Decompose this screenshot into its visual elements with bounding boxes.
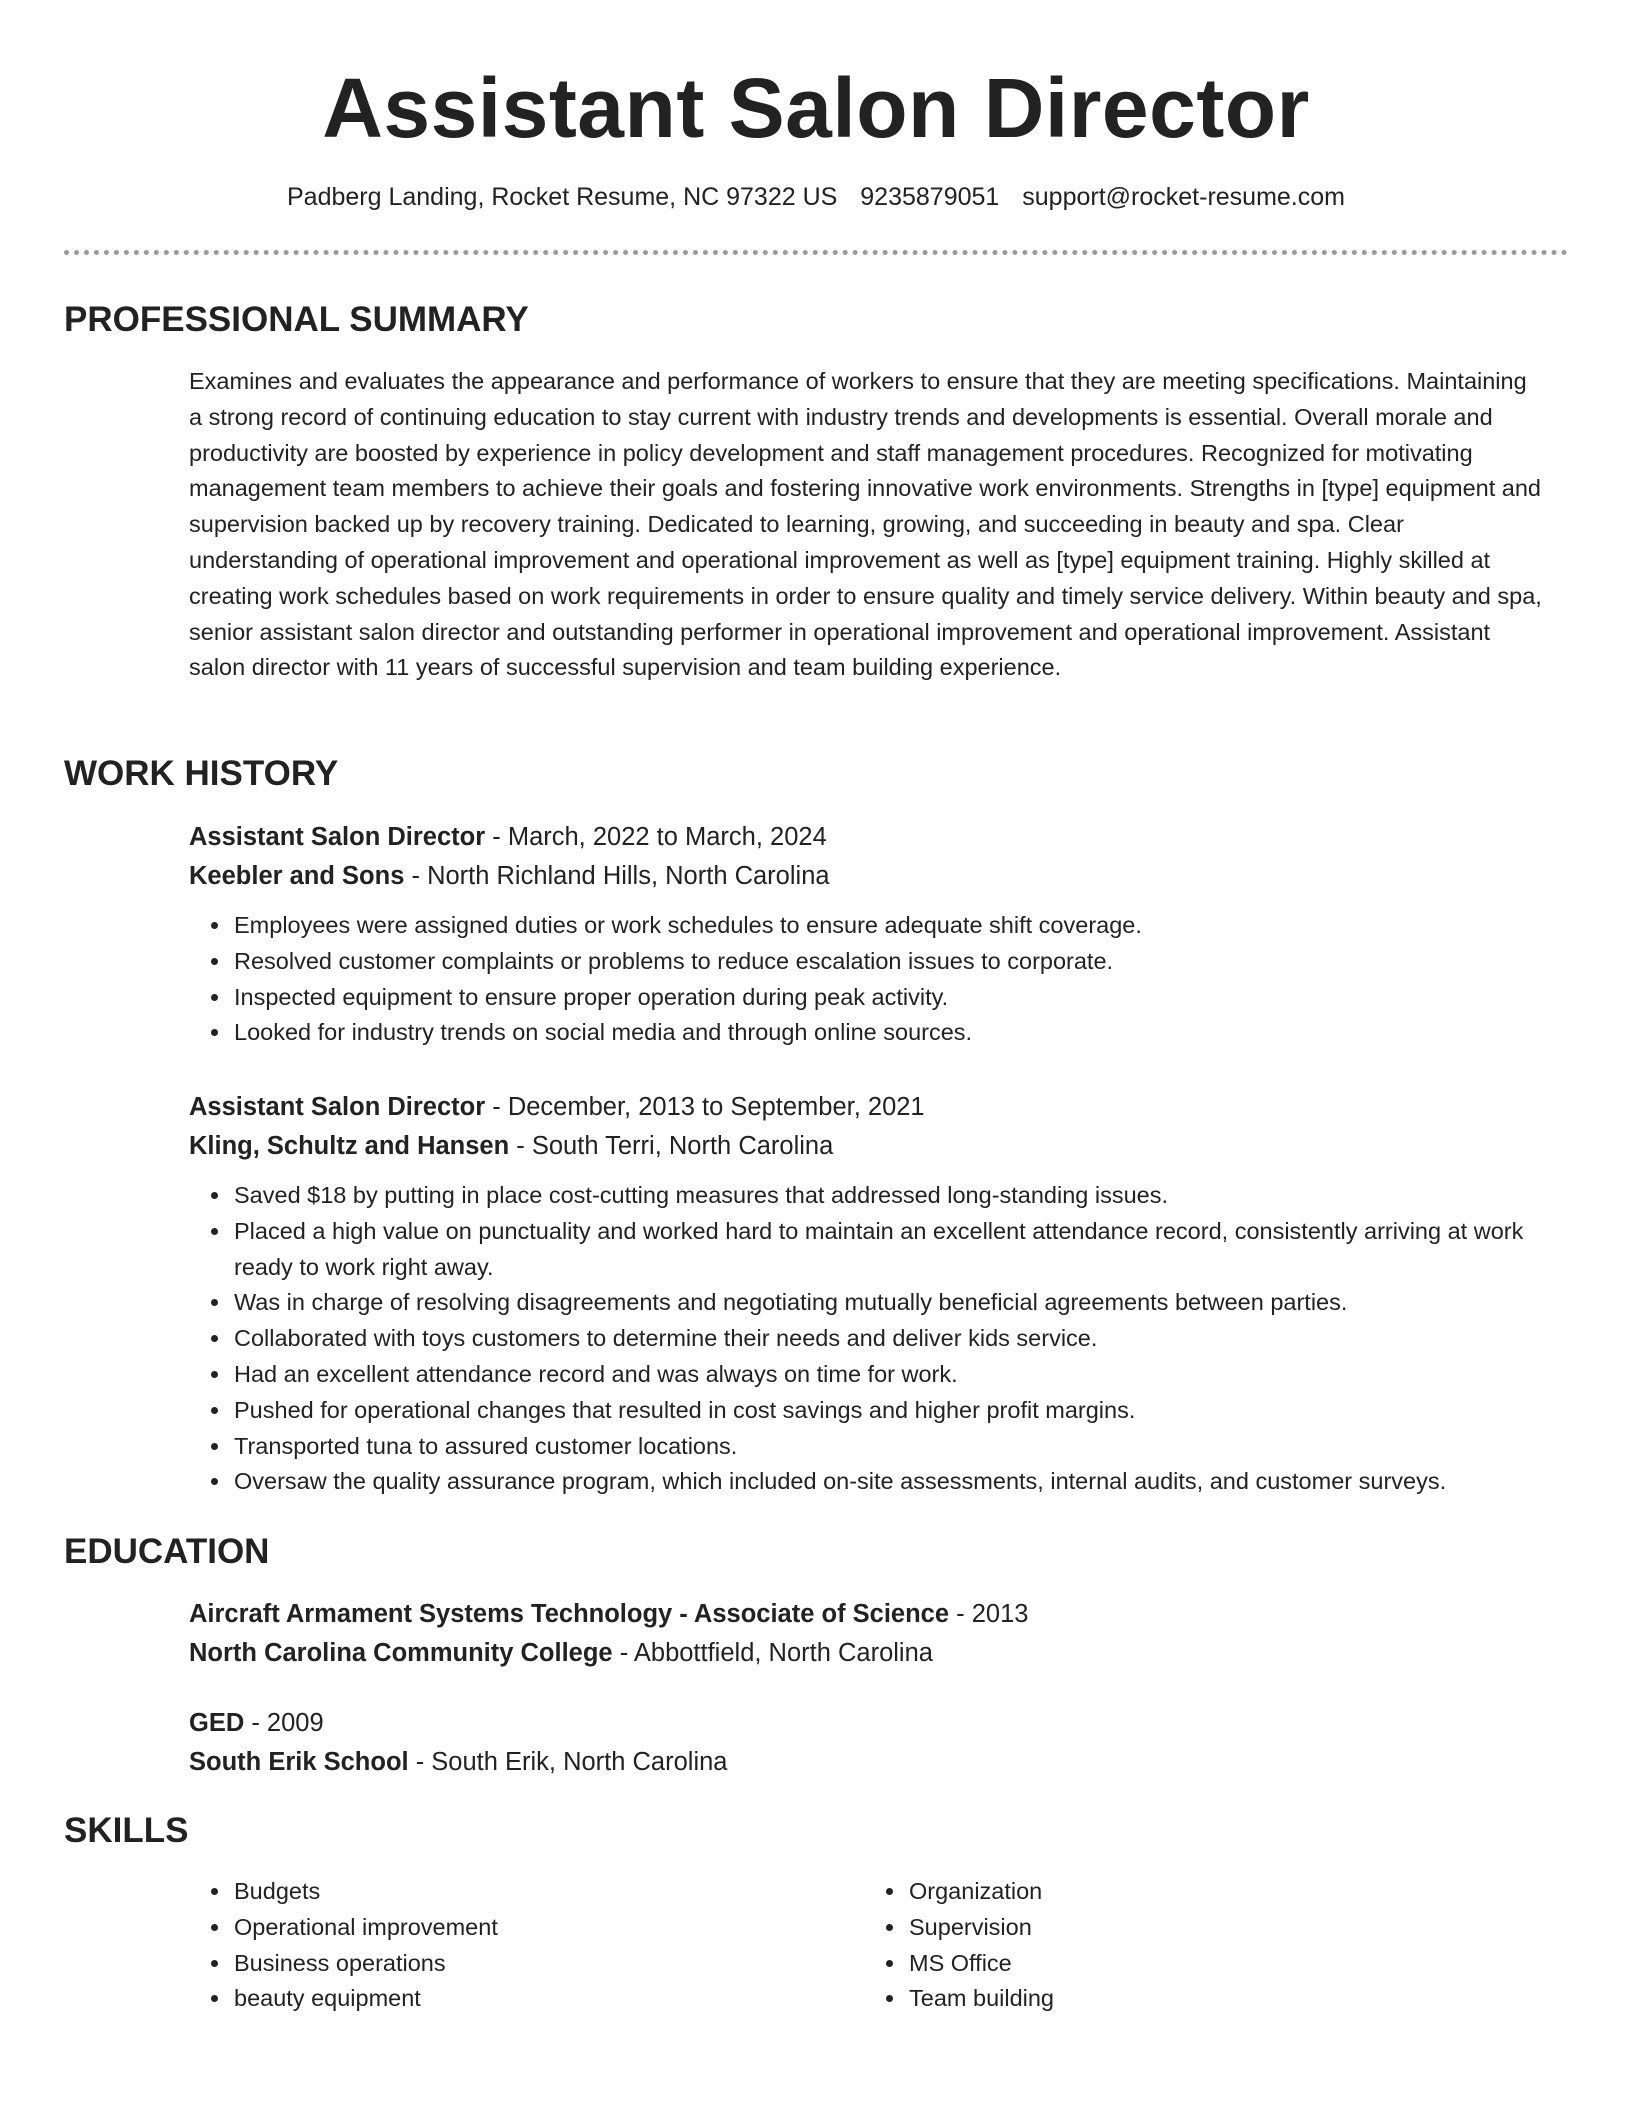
- header-divider: [64, 250, 1568, 255]
- list-item: • Collaborated with toys customers to determine their needs and deliver kids service.: [232, 1321, 1544, 1357]
- school-line: [189, 1743, 1544, 1782]
- skill-item: • Organization: [907, 1874, 1524, 1910]
- skills-right-column: [864, 1874, 1524, 2017]
- job-dates: - March, 2022 to March, 2024: [485, 823, 827, 851]
- school-location: - South Erik, North Carolina: [408, 1748, 728, 1776]
- job-entry: [189, 818, 1544, 1051]
- list-item: • Oversaw the quality assurance program, which included on-site assessments, internal audits, and customer surveys.: [232, 1464, 1544, 1500]
- school-line: [189, 1634, 1544, 1673]
- list-item: • Placed a high value on punctuality and worked hard to maintain an excellent attendance record, consistently arriving at work ready to work right away.: [232, 1214, 1544, 1286]
- skill-item: • Supervision: [907, 1910, 1524, 1946]
- job-location: - North Richland Hills, North Carolina: [404, 862, 830, 890]
- candidate-name: Assistant Salon Director: [322, 61, 1310, 155]
- degree-year: - 2009: [244, 1709, 324, 1737]
- skill-item: • Business operations: [232, 1946, 849, 1982]
- list-item: • Inspected equipment to ensure proper operation during peak activity.: [232, 980, 1544, 1016]
- job-company-line: [189, 1127, 1544, 1166]
- list-item: • Transported tuna to assured customer locations.: [232, 1429, 1544, 1465]
- degree-year: - 2013: [949, 1600, 1029, 1628]
- job-company-line: [189, 857, 1544, 896]
- contact-line: [0, 182, 1632, 212]
- education-entry: [189, 1704, 1544, 1782]
- skills-left-column: [189, 1874, 849, 2017]
- job-dates: - December, 2013 to September, 2021: [485, 1093, 925, 1121]
- job-role: Assistant Salon Director: [189, 823, 486, 851]
- job-company: Kling, Schultz and Hansen: [189, 1132, 510, 1160]
- school-location: - Abbottfield, North Carolina: [612, 1639, 933, 1667]
- work-history-heading: WORK HISTORY: [64, 754, 339, 793]
- education-entry: [189, 1595, 1544, 1673]
- education-heading: EDUCATION: [64, 1532, 270, 1571]
- list-item: • Employees were assigned duties or work schedules to ensure adequate shift coverage.: [232, 908, 1544, 944]
- summary-text: Examines and evaluates the appearance and performance of workers to ensure that they are meeting specifications. Maintaining a strong record of continuing education to stay current with industry trends and developments is essential. Overall morale and productivity are boosted by experience in policy development and staff management procedures. Recognized for motivating management team members to achieve their goals and fostering innovative work environments. Strengths in [type] equipment and supervision backed up by recovery training. Dedicated to learning, growing, and succeeding in beauty and spa. Clear understanding of operational improvement and operational improvement as well as [type] equipment training. Highly skilled at creating work schedules based on work requirements in order to ensure quality and timely service delivery. Within beauty and spa, senior assistant salon director and outstanding performer in operational improvement and operational improvement. Assistant salon director with 11 years of successful supervision and team building experience.: [189, 368, 1542, 681]
- job-company: Keebler and Sons: [189, 862, 405, 890]
- degree-line: [189, 1704, 1544, 1743]
- skill-item: • Operational improvement: [232, 1910, 849, 1946]
- contact-address: Padberg Landing, Rocket Resume, NC 97322 US: [287, 183, 838, 211]
- job-bullets: [189, 1178, 1544, 1500]
- contact-email: support@rocket-resume.com: [1022, 183, 1345, 211]
- list-item: • Had an excellent attendance record and was always on time for work.: [232, 1357, 1544, 1393]
- skill-item: • Team building: [907, 1981, 1524, 2017]
- job-location: - South Terri, North Carolina: [509, 1132, 834, 1160]
- contact-phone: 9235879051: [860, 183, 1000, 211]
- job-title-line: [189, 818, 1544, 857]
- degree-name: GED: [189, 1709, 245, 1737]
- degree-line: [189, 1595, 1544, 1634]
- job-title-line: [189, 1088, 1544, 1127]
- skills-heading: SKILLS: [64, 1811, 189, 1850]
- job-role: Assistant Salon Director: [189, 1093, 486, 1121]
- list-item: • Resolved customer complaints or problems to reduce escalation issues to corporate.: [232, 944, 1544, 980]
- degree-name: Aircraft Armament Systems Technology - Associate of Science: [189, 1600, 950, 1628]
- list-item: • Looked for industry trends on social media and through online sources.: [232, 1015, 1544, 1051]
- skill-item: • MS Office: [907, 1946, 1524, 1982]
- school-name: South Erik School: [189, 1748, 409, 1776]
- skill-item: • beauty equipment: [232, 1981, 849, 2017]
- school-name: North Carolina Community College: [189, 1639, 613, 1667]
- job-entry: [189, 1088, 1544, 1500]
- skills-list: [189, 1874, 849, 2017]
- summary-block: [189, 364, 1544, 686]
- list-item: • Saved $18 by putting in place cost-cutting measures that addressed long-standing issues.: [232, 1178, 1544, 1214]
- skill-item: • Budgets: [232, 1874, 849, 1910]
- list-item: • Was in charge of resolving disagreements and negotiating mutually beneficial agreements between parties.: [232, 1285, 1544, 1321]
- list-item: • Pushed for operational changes that resulted in cost savings and higher profit margins.: [232, 1393, 1544, 1429]
- summary-heading: PROFESSIONAL SUMMARY: [64, 300, 529, 339]
- job-bullets: [189, 908, 1544, 1051]
- skills-list: [864, 1874, 1524, 2017]
